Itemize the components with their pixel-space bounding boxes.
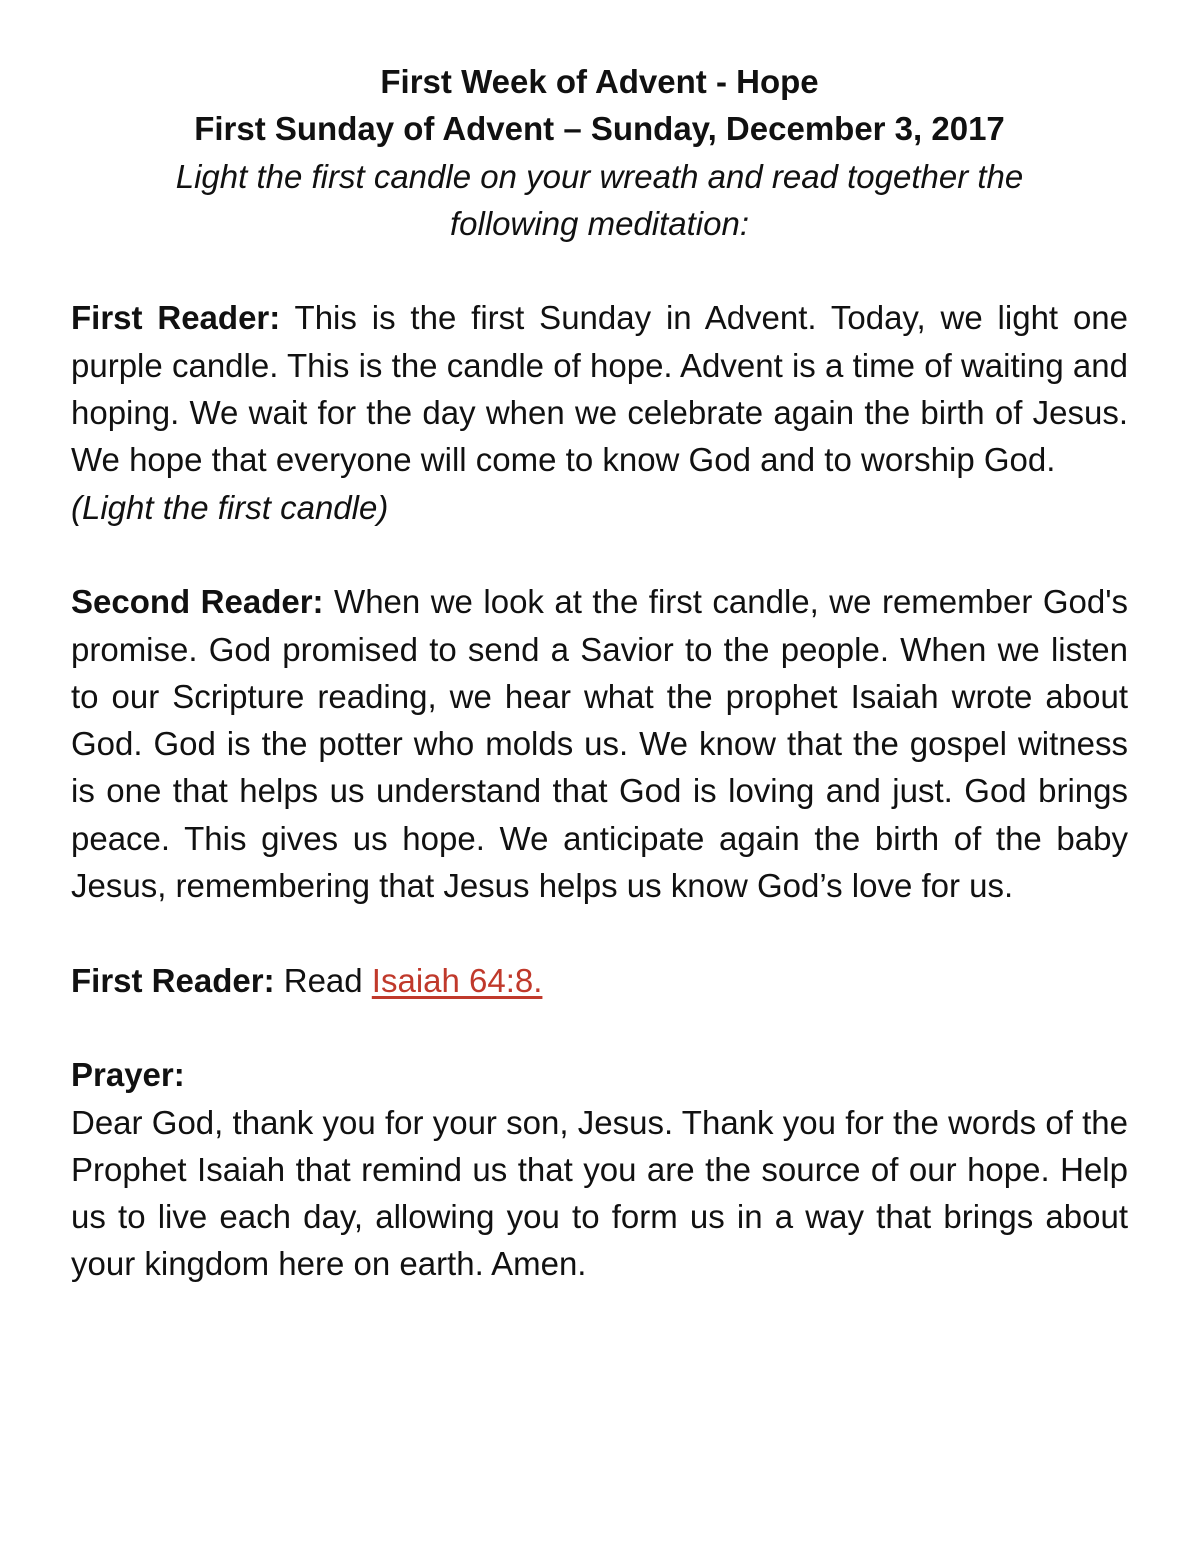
scripture-reader-label: First Reader: (71, 961, 275, 999)
document-header (71, 58, 1128, 247)
second-reader-label: Second Reader: (71, 583, 324, 621)
first-reader-label: First Reader: (71, 299, 281, 337)
spacer (71, 531, 1128, 578)
first-reader-text: This is the first Sunday in Advent. Today, we light one purple candle. This is the candle of hope. Advent is a time of waiting and hoping. We wait for the day when we celebrate again the birth of Jesus. We hope that everyone will come to know God and to worship God. (71, 299, 1129, 479)
scripture-read-text: Read (274, 961, 372, 999)
spacer (71, 1004, 1128, 1051)
prayer-text: Dear God, thank you for your son, Jesus. Thank you for the words of the Prophet Isaiah that remind us that you are the source of our hope. Help us to live each day, allowing you to form us in a way that brings about your kingdom here on earth. Amen. (71, 1103, 1128, 1283)
prayer-paragraph (71, 1099, 1128, 1288)
prayer-label: Prayer: (71, 1056, 185, 1094)
page-title: First Week of Advent - Hope (380, 63, 819, 100)
document-page (71, 58, 1128, 1288)
second-reader-text: When we look at the first candle, we remember God's promise. God promised to send a Savior to the people. When we listen to our Scripture reading, we hear what the prophet Isaiah wrote about God. God is the potter who molds us. We know that the gospel witness is one that helps us understand that God is loving and just. God brings peace. This gives us hope. We anticipate again the birth of the baby Jesus, remembering that Jesus helps us know God’s love for us. (71, 583, 1128, 905)
page-subtitle: First Sunday of Advent – Sunday, December 3, 2017 (194, 110, 1005, 148)
first-reader-paragraph (71, 294, 1128, 483)
second-reader-paragraph (71, 578, 1128, 909)
scripture-link[interactable]: Isaiah 64:8. (371, 961, 543, 999)
reading-instruction: Light the first candle on your wreath and read together the following meditation: (175, 157, 1024, 242)
spacer (71, 909, 1128, 956)
spacer (71, 247, 1128, 294)
stage-direction: (Light the first candle) (71, 488, 389, 526)
scripture-paragraph (71, 957, 1128, 1004)
